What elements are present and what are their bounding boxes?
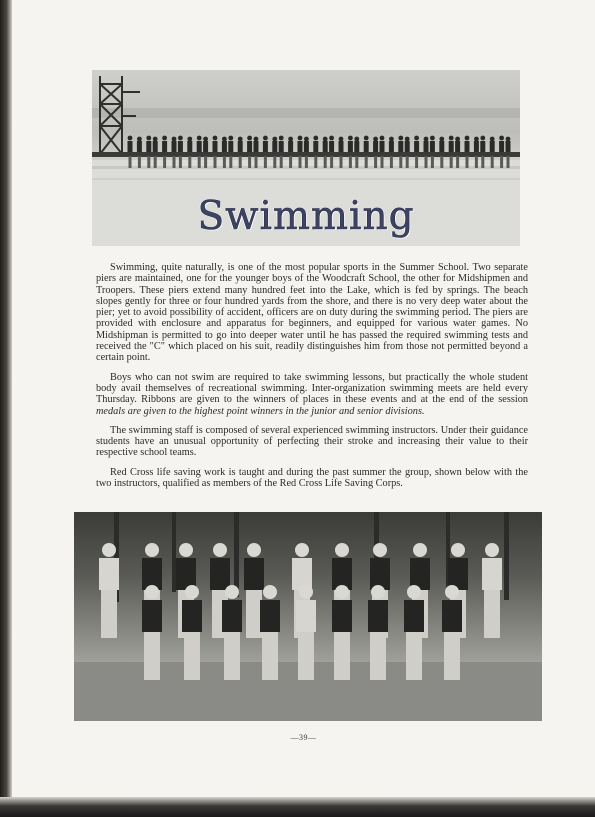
page-number: —39— — [290, 733, 317, 742]
book-page — [12, 0, 595, 797]
article-body — [96, 262, 528, 497]
book-binding-edge — [0, 0, 12, 817]
paragraph-1: Swimming, quite naturally, is one of the most popular sports in the Summer School. Two separate piers are maintained, one for the younger boys of the Woodcraft School, the other for Midshipmen and Troopers. These piers extend many hundred feet into the Lake, which is fed by springs. The beach slopes gently for three or four hundred yards from the shore, and there is no very deep water about the pier; yet to avoid possibility of accident, officers are on duty during the swimming period. The piers are provided with enclosure and apparatus for beginners, and equipped for various water games. No Midshipman is permitted to go into deeper water until he has passed the required swimming tests and received the "C" which placed on his suit, readily distinguishes him from those not permitted beyond a certain point. — [96, 262, 528, 364]
paragraph-3: The swimming staff is composed of several experienced swimming instructors. Under their guidance students have an unusual opportunity of perfecting their stroke and increasing their value to their respective school teams. — [96, 424, 528, 459]
paragraph-2-italic: medals are given to the highest point winners in the junior and senior divisions. — [96, 405, 425, 417]
pier-photograph — [92, 70, 520, 246]
scanner-edge — [0, 797, 595, 817]
group-members — [99, 543, 502, 680]
page-title: Swimming — [197, 194, 415, 239]
paragraph-2 — [96, 372, 528, 417]
person-figure — [482, 543, 502, 638]
group-scene — [74, 512, 542, 721]
paragraph-2-text: Boys who can not swim are required to take swimming lessons, but practically the whole student body avail themselves of recreational swimming. Inter-organization swimming meets are held every Thursday. Ribbons are given to the winners of places in these events and at the end of the session — [96, 371, 528, 406]
lifesaving-group-photograph — [74, 512, 542, 721]
paragraph-4: Red Cross life saving work is taught and during the past summer the group, shown below with the two instructors, qualified as members of the Red Cross Life Saving Corps. — [96, 466, 528, 490]
person-figure — [260, 585, 280, 680]
